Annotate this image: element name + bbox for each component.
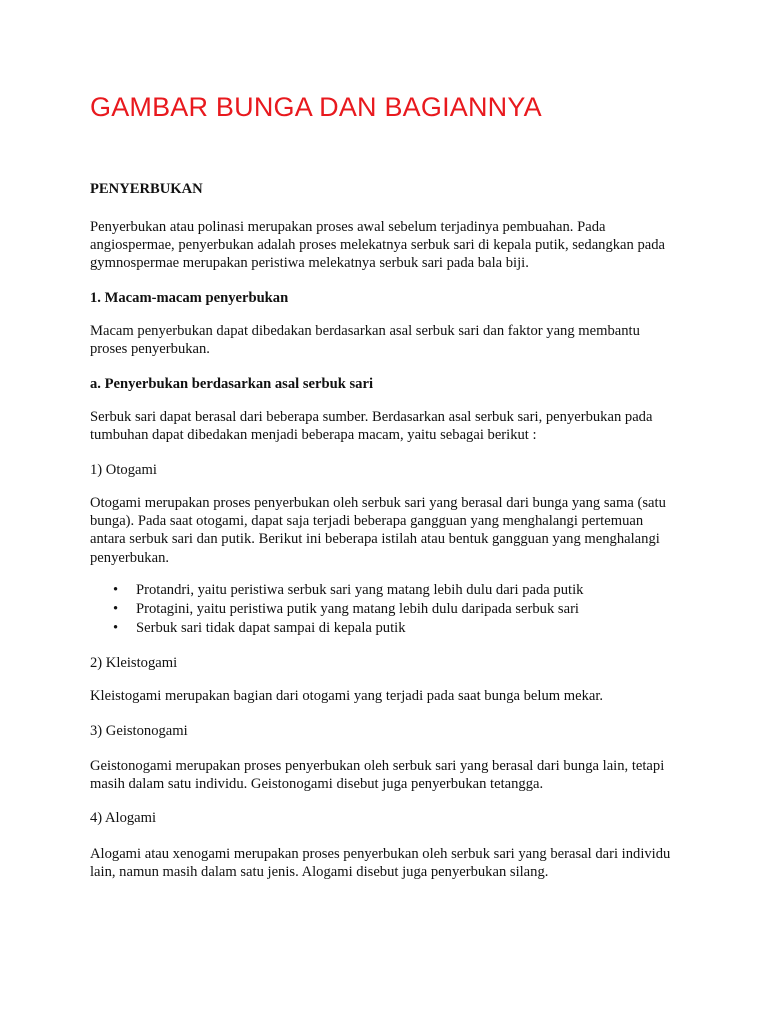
item-heading-kleistogami: 2) Kleistogami xyxy=(90,655,178,671)
geistonogami-paragraph: Geistonogami merupakan proses penyerbukan oleh serbuk sari yang berasal dari bunga lain, tetapi masih dalam satu individu. Geistonogami disebut juga penyerbukan tetangga. xyxy=(90,758,665,793)
item-heading-otogami: 1) Otogami xyxy=(90,462,157,478)
item-heading-geistonogami: 3) Geistonogami xyxy=(90,723,188,739)
alogami-paragraph: Alogami atau xenogami merupakan proses penyerbukan oleh serbuk sari yang berasal dari individu lain, namun masih dalam satu jenis. Alogami disebut juga penyerbukan silang. xyxy=(90,846,671,881)
bullet-icon: • xyxy=(113,620,119,636)
gangguan-list xyxy=(90,581,680,638)
section1-paragraph: Macam penyerbukan dapat dibedakan berdasarkan asal serbuk sari dan faktor yang membantu proses penyerbukan. xyxy=(90,323,640,358)
bullet-icon: • xyxy=(113,601,119,617)
section-heading-penyerbukan: PENYERBUKAN xyxy=(90,181,203,197)
list-item: • Protagini, yaitu peristiwa putik yang matang lebih dulu daripada serbuk sari xyxy=(113,601,579,617)
document-title: GAMBAR BUNGA DAN BAGIANNYA xyxy=(90,92,542,122)
kleistogami-paragraph: Kleistogami merupakan bagian dari otogami yang terjadi pada saat bunga belum mekar. xyxy=(90,688,604,704)
list-item: • Serbuk sari tidak dapat sampai di kepala putik xyxy=(113,620,406,636)
subsection-heading-asal: a. Penyerbukan berdasarkan asal serbuk sari xyxy=(90,376,373,392)
list-item: • Protandri, yaitu peristiwa serbuk sari yang matang lebih dulu dari pada putik xyxy=(113,582,584,598)
section-heading-macam: 1. Macam-macam penyerbukan xyxy=(90,290,289,306)
otogami-paragraph: Otogami merupakan proses penyerbukan oleh serbuk sari yang berasal dari bunga yang sama (satu bunga). Pada saat otogami, dapat saja terjadi beberapa gangguan yang menghalangi pertemuan antara serbuk sari dan putik. Berikut ini beberapa istilah atau bentuk gangguan yang menghalangi penyerbukan. xyxy=(90,495,666,566)
subsection-a-paragraph: Serbuk sari dapat berasal dari beberapa sumber. Berdasarkan asal serbuk sari, penyerbukan pada tumbuhan dapat dibedakan menjadi beberapa macam, yaitu sebagai berikut : xyxy=(90,409,653,444)
intro-paragraph: Penyerbukan atau polinasi merupakan proses awal sebelum terjadinya pembuahan. Pada angiospermae, penyerbukan adalah proses melekatnya serbuk sari di kepala putik, sedangkan pada gymnospermae merupakan peristiwa melekatnya serbuk sari pada bala biji. xyxy=(90,219,666,272)
bullet-icon: • xyxy=(113,582,119,598)
item-heading-alogami: 4) Alogami xyxy=(90,810,157,826)
